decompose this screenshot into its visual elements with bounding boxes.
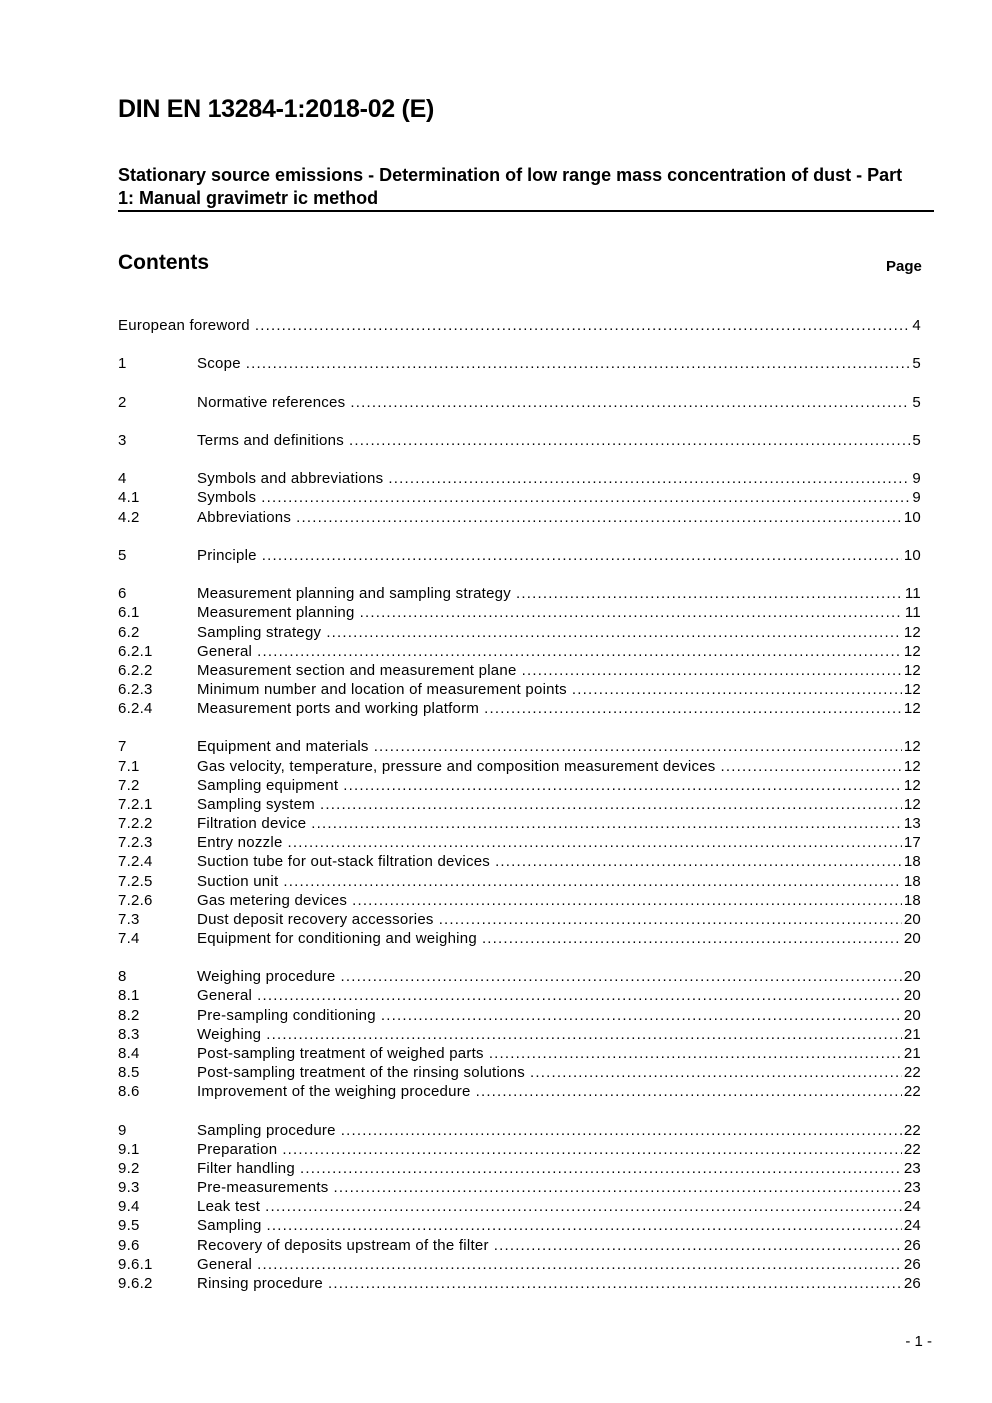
toc-dot-leader (334, 1178, 902, 1197)
table-of-contents (118, 316, 921, 1293)
toc-entry[interactable] (118, 316, 921, 335)
toc-entry-number: 8.1 (118, 987, 140, 1005)
toc-entry-title: General (197, 1255, 253, 1273)
toc-dot-leader (374, 737, 902, 756)
toc-entry-page: 20 (903, 930, 921, 947)
toc-entry-number: 8.2 (118, 1006, 140, 1024)
toc-entry-page: 24 (903, 1198, 921, 1216)
toc-entry-number: 7.1 (118, 757, 140, 775)
toc-entry-number: 8.3 (118, 1025, 140, 1043)
toc-entry-page: 20 (903, 910, 921, 928)
toc-group-spacer (118, 1101, 921, 1120)
toc-entry-number: 8.6 (118, 1083, 140, 1101)
toc-dot-leader (283, 872, 901, 891)
toc-entry[interactable] (118, 1236, 921, 1255)
toc-dot-leader (495, 852, 902, 871)
toc-dot-leader (326, 623, 902, 642)
toc-entry-page: 12 (903, 700, 921, 718)
toc-entry-title: General (197, 987, 253, 1005)
toc-entry-number: 6.2.3 (118, 680, 153, 698)
contents-heading: Contents (118, 251, 209, 274)
toc-entry-number: 6.2.4 (118, 700, 153, 718)
toc-entry-number: 7.2.4 (118, 853, 153, 871)
toc-entry-title: Post-sampling treatment of the rinsing solutions (197, 1064, 525, 1082)
toc-entry[interactable] (118, 546, 921, 565)
toc-dot-leader (267, 1216, 902, 1235)
toc-entry[interactable] (118, 642, 921, 661)
toc-entry-page: 10 (903, 546, 921, 564)
toc-dot-leader (257, 986, 902, 1005)
toc-entry-page: 11 (904, 604, 921, 622)
toc-entry-title: Improvement of the weighing procedure (197, 1083, 471, 1101)
toc-entry-number: 1 (118, 355, 127, 373)
toc-entry[interactable] (118, 623, 921, 642)
toc-entry-title: Pre-measurements (197, 1179, 329, 1197)
toc-dot-leader (255, 316, 911, 335)
toc-dot-leader (381, 1006, 902, 1025)
toc-entry-title: Post-sampling treatment of weighed parts (197, 1044, 484, 1062)
toc-entry-title: Sampling strategy (197, 623, 322, 641)
toc-entry-title: Principle (197, 546, 257, 564)
toc-entry-page: 26 (903, 1236, 921, 1254)
toc-entry-page: 18 (903, 872, 921, 890)
toc-dot-leader (341, 1121, 902, 1140)
toc-entry-number: 8.5 (118, 1064, 140, 1082)
toc-entry-number: 9.6.2 (118, 1274, 153, 1292)
toc-entry-page: 26 (903, 1274, 921, 1292)
toc-entry[interactable] (118, 1006, 921, 1025)
toc-entry-title: Equipment and materials (197, 738, 369, 756)
toc-entry-page: 18 (903, 891, 921, 909)
toc-group-spacer (118, 565, 921, 584)
toc-entry-title: Gas velocity, temperature, pressure and composition measurement devices (197, 757, 716, 775)
toc-entry[interactable] (118, 795, 921, 814)
toc-entry-page: 9 (912, 470, 921, 488)
toc-entry-page: 18 (903, 853, 921, 871)
toc-entry-number: 9.6.1 (118, 1255, 153, 1273)
toc-dot-leader (257, 1255, 902, 1274)
toc-entry-number: 7.2 (118, 776, 140, 794)
toc-dot-leader (349, 431, 910, 450)
toc-entry-number: 7.2.3 (118, 834, 153, 852)
toc-entry-page: 12 (903, 757, 921, 775)
toc-entry[interactable] (118, 1121, 921, 1140)
toc-entry-number: 2 (118, 393, 127, 411)
toc-entry-page: 20 (903, 1006, 921, 1024)
toc-entry-title: Filtration device (197, 815, 307, 833)
toc-entry-page: 11 (904, 585, 921, 603)
toc-entry-title: Terms and definitions (197, 431, 344, 449)
toc-dot-leader (328, 1274, 902, 1293)
toc-entry-title: Symbols and abbreviations (197, 470, 384, 488)
toc-entry-page: 22 (903, 1083, 921, 1101)
toc-entry-page: 12 (903, 642, 921, 660)
toc-entry-title: Filter handling (197, 1159, 295, 1177)
toc-entry-title: Measurement section and measurement plane (197, 661, 517, 679)
toc-entry-title: Rinsing procedure (197, 1274, 323, 1292)
toc-entry-page: 4 (912, 317, 921, 334)
page-number-footer: - 1 - (905, 1333, 932, 1350)
toc-entry[interactable] (118, 929, 921, 948)
toc-entry-number: 9.4 (118, 1198, 140, 1216)
toc-entry-number: 9 (118, 1121, 127, 1139)
toc-dot-leader (516, 584, 903, 603)
toc-entry[interactable] (118, 1140, 921, 1159)
toc-entry[interactable] (118, 737, 921, 756)
toc-entry-number: 4.2 (118, 508, 140, 526)
toc-entry-page: 12 (903, 623, 921, 641)
toc-entry[interactable] (118, 354, 921, 373)
toc-entry-number: 4 (118, 470, 127, 488)
toc-entry-page: 21 (903, 1025, 921, 1043)
toc-dot-leader (265, 1197, 902, 1216)
toc-entry[interactable] (118, 757, 921, 776)
toc-dot-leader (340, 967, 901, 986)
page-column-heading: Page (886, 258, 922, 275)
toc-entry-title: European foreword (118, 317, 250, 334)
toc-entry-number: 9.3 (118, 1179, 140, 1197)
toc-dot-leader (721, 757, 902, 776)
toc-entry-page: 20 (903, 968, 921, 986)
toc-entry-number: 4.1 (118, 489, 140, 507)
toc-entry[interactable] (118, 680, 921, 699)
toc-entry[interactable] (118, 661, 921, 680)
toc-entry[interactable] (118, 910, 921, 929)
toc-entry-title: Sampling procedure (197, 1121, 336, 1139)
toc-entry-page: 22 (903, 1064, 921, 1082)
toc-entry[interactable] (118, 776, 921, 795)
toc-entry-number: 9.6 (118, 1236, 140, 1254)
toc-dot-leader (530, 1063, 902, 1082)
toc-entry-title: Recovery of deposits upstream of the filter (197, 1236, 489, 1254)
toc-entry-number: 6.1 (118, 604, 140, 622)
toc-dot-leader (246, 354, 911, 373)
toc-entry[interactable] (118, 852, 921, 871)
toc-entry-number: 8.4 (118, 1044, 140, 1062)
toc-entry[interactable] (118, 986, 921, 1005)
toc-dot-leader (282, 1140, 902, 1159)
toc-entry-title: Pre-sampling conditioning (197, 1006, 376, 1024)
toc-entry[interactable] (118, 584, 921, 603)
toc-entry[interactable] (118, 1197, 921, 1216)
toc-entry-number: 6.2 (118, 623, 140, 641)
toc-entry-title: Minimum number and location of measurement points (197, 680, 567, 698)
toc-entry-number: 7.2.2 (118, 815, 153, 833)
toc-entry-title: Dust deposit recovery accessories (197, 910, 434, 928)
toc-entry-page: 17 (903, 834, 921, 852)
toc-dot-leader (300, 1159, 902, 1178)
toc-entry-title: Normative references (197, 393, 346, 411)
toc-dot-leader (572, 680, 902, 699)
toc-entry-title: Measurement planning (197, 604, 355, 622)
toc-entry[interactable] (118, 1255, 921, 1274)
toc-entry-title: Scope (197, 355, 241, 373)
toc-entry-number: 9.1 (118, 1140, 140, 1158)
toc-entry-title: Weighing procedure (197, 968, 336, 986)
toc-entry-page: 22 (903, 1140, 921, 1158)
toc-group-spacer (118, 948, 921, 967)
toc-entry-number: 9.5 (118, 1217, 140, 1235)
toc-entry-title: Abbreviations (197, 508, 292, 526)
toc-entry-title: Equipment for conditioning and weighing (197, 930, 477, 947)
toc-entry-page: 10 (903, 508, 921, 526)
toc-dot-leader (261, 488, 910, 507)
toc-entry-number: 6.2.2 (118, 661, 153, 679)
toc-entry-number: 6 (118, 585, 127, 603)
toc-dot-leader (262, 546, 902, 565)
toc-entry-title: Measurement ports and working platform (197, 700, 480, 718)
toc-dot-leader (522, 661, 902, 680)
toc-dot-leader (266, 1025, 902, 1044)
toc-entry-page: 12 (903, 661, 921, 679)
toc-entry-title: Suction tube for out-stack filtration devices (197, 853, 491, 871)
toc-entry[interactable] (118, 469, 921, 488)
toc-entry-title: Sampling (197, 1217, 262, 1235)
toc-entry-title: Measurement planning and sampling strategy (197, 585, 512, 603)
toc-entry[interactable] (118, 967, 921, 986)
toc-dot-leader (482, 929, 902, 948)
toc-dot-leader (350, 393, 910, 412)
toc-entry[interactable] (118, 488, 921, 507)
toc-entry[interactable] (118, 1216, 921, 1235)
toc-dot-leader (360, 603, 903, 622)
toc-entry[interactable] (118, 393, 921, 412)
toc-entry[interactable] (118, 1044, 921, 1063)
toc-entry-page: 23 (903, 1159, 921, 1177)
toc-entry-page: 12 (903, 795, 921, 813)
toc-entry-page: 12 (903, 776, 921, 794)
toc-dot-leader (343, 776, 902, 795)
toc-entry[interactable] (118, 699, 921, 718)
toc-entry-number: 7 (118, 738, 127, 756)
toc-entry[interactable] (118, 1025, 921, 1044)
toc-entry-title: Sampling system (197, 795, 315, 813)
toc-dot-leader (288, 833, 902, 852)
toc-entry-number: 7.2.6 (118, 891, 153, 909)
toc-entry[interactable] (118, 891, 921, 910)
toc-dot-leader (257, 642, 902, 661)
toc-entry-title: Sampling equipment (197, 776, 339, 794)
toc-group-spacer (118, 373, 921, 392)
toc-entry[interactable] (118, 872, 921, 891)
toc-entry-page: 5 (912, 431, 921, 449)
toc-entry-page: 12 (903, 680, 921, 698)
toc-entry-number: 9.2 (118, 1159, 140, 1177)
toc-dot-leader (489, 1044, 902, 1063)
toc-entry-number: 3 (118, 431, 127, 449)
toc-entry-page: 13 (903, 815, 921, 833)
toc-group-spacer (118, 450, 921, 469)
toc-entry-title: Gas metering devices (197, 891, 348, 909)
toc-entry-title: Leak test (197, 1198, 261, 1216)
toc-entry[interactable] (118, 833, 921, 852)
toc-entry-title: Entry nozzle (197, 834, 283, 852)
toc-entry-page: 5 (912, 393, 921, 411)
toc-entry[interactable] (118, 508, 921, 527)
toc-entry[interactable] (118, 1082, 921, 1101)
toc-group-spacer (118, 718, 921, 737)
toc-dot-leader (388, 469, 910, 488)
toc-dot-leader (352, 891, 902, 910)
toc-dot-leader (484, 699, 902, 718)
toc-dot-leader (296, 508, 902, 527)
toc-group-spacer (118, 335, 921, 354)
toc-entry-title: General (197, 642, 253, 660)
toc-entry-page: 21 (903, 1044, 921, 1062)
toc-entry-number: 7.2.1 (118, 795, 153, 813)
toc-entry-page: 20 (903, 987, 921, 1005)
toc-dot-leader (494, 1236, 902, 1255)
toc-dot-leader (320, 795, 902, 814)
toc-dot-leader (476, 1082, 902, 1101)
toc-entry-number: 5 (118, 546, 127, 564)
toc-entry-number: 7.4 (118, 930, 140, 947)
toc-entry-page: 12 (903, 738, 921, 756)
toc-entry[interactable] (118, 814, 921, 833)
toc-entry-page: 9 (912, 489, 921, 507)
title-divider (118, 210, 934, 212)
toc-entry-page: 24 (903, 1217, 921, 1235)
toc-entry-number: 6.2.1 (118, 642, 153, 660)
toc-group-spacer (118, 412, 921, 431)
toc-entry-page: 22 (903, 1121, 921, 1139)
toc-entry-page: 5 (912, 355, 921, 373)
toc-entry[interactable] (118, 1159, 921, 1178)
toc-entry-number: 8 (118, 968, 127, 986)
toc-entry-page: 23 (903, 1179, 921, 1197)
toc-entry-title: Preparation (197, 1140, 278, 1158)
document-title: DIN EN 13284-1:2018-02 (E) (118, 95, 434, 123)
toc-dot-leader (439, 910, 902, 929)
toc-entry-page: 26 (903, 1255, 921, 1273)
document-subtitle: Stationary source emissions - Determination of low range mass concentration of dust - Part 1: Manual gravimetr ic method (118, 165, 903, 208)
toc-entry[interactable] (118, 431, 921, 450)
toc-entry-number: 7.2.5 (118, 872, 153, 890)
toc-dot-leader (311, 814, 902, 833)
toc-entry[interactable] (118, 603, 921, 622)
toc-group-spacer (118, 527, 921, 546)
toc-entry[interactable] (118, 1178, 921, 1197)
toc-entry-number: 7.3 (118, 910, 140, 928)
toc-entry[interactable] (118, 1274, 921, 1293)
toc-entry-title: Weighing (197, 1025, 262, 1043)
toc-entry-title: Suction unit (197, 872, 279, 890)
toc-entry[interactable] (118, 1063, 921, 1082)
toc-entry-title: Symbols (197, 489, 257, 507)
